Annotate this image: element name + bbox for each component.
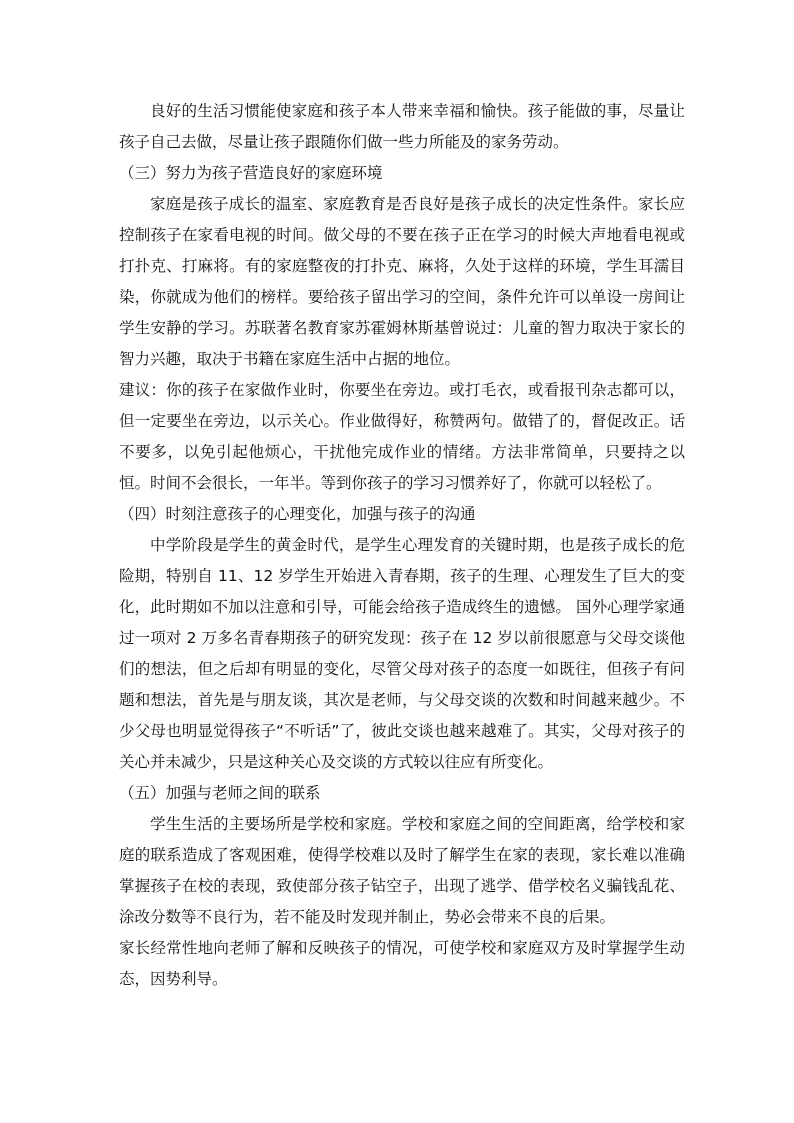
- document-body: [119, 96, 685, 995]
- paragraph-family-environment: 家庭是孩子成长的温室、家庭教育是否良好是孩子成长的决定性条件。家长应控制孩子在家看电视的时间。做父母的不要在孩子正在学习的时候大声地看电视或打扑克、打麻将。有的家庭整夜的打扑克、麻将，久处于这样的环境，学生耳濡目染，你就成为他们的榜样。要给孩子留出学习的空间，条件允许可以单设一房间让学生安静的学习。苏联著名教育家苏霍姆林斯基曾说过：儿童的智力取决于家长的智力兴趣，取决于书籍在家庭生活中占据的地位。: [119, 195, 685, 368]
- paragraph-psychology: 中学阶段是学生的黄金时代，是学生心理发育的关键时期，也是孩子成长的危险期，特别自 11、12 岁学生开始进入青春期，孩子的生理、心理发生了巨大的变化，此时期如不加以注意和引导，可能会给孩子造成终生的遗憾。 国外心理学家通过一项对 2 万多名青春期孩子的研究发现：孩子在 12 岁以前很愿意与父母交谈他们的想法，但之后却有明显的变化，尽管父母对孩子的态度一如既往，但孩子有问题和想法，首先是与朋友谈，其次是老师，与父母交谈的次数和时间越来越少。不少父母也明显觉得孩子“不听话”了，彼此交谈也越来越难了。其实，父母对孩子的关心并未减少，只是这种关心及交谈的方式较以往应有所变化。: [119, 536, 685, 771]
- paragraph-school-family: 学生生活的主要场所是学校和家庭。学校和家庭之间的空间距离，给学校和家庭的联系造成了客观困难，使得学校难以及时了解学生在家的表现，家长难以准确掌握孩子在校的表现，致使部分孩子钻空子，出现了逃学、借学校名义骗钱乱花、涂改分数等不良行为，若不能及时发现并制止，势必会带来不良的后果。: [119, 815, 685, 926]
- section-heading-5: （五）加强与老师之间的联系: [119, 784, 321, 802]
- section-heading-3: （三）努力为孩子营造良好的家庭环境: [119, 164, 383, 182]
- section-heading-4: （四）时刻注意孩子的心理变化，加强与孩子的沟通: [119, 505, 476, 523]
- paragraph-suggestion: 建议：你的孩子在家做作业时，你要坐在旁边。或打毛衣，或看报刊杂志都可以，但一定要坐在旁边，以示关心。作业做得好，称赞两句。做错了的，督促改正。话不要多，以免引起他烦心，干扰他完成作业的情绪。方法非常简单，只要持之以恒。时间不会很长，一年半。等到你孩子的学习习惯养好了，你就可以轻松了。: [119, 381, 685, 492]
- paragraph-living-habits: 良好的生活习惯能使家庭和孩子本人带来幸福和愉快。孩子能做的事，尽量让孩子自己去做，尽量让孩子跟随你们做一些力所能及的家务劳动。: [119, 102, 685, 151]
- paragraph-communication-teacher: 家长经常性地向老师了解和反映孩子的情况，可使学校和家庭双方及时掌握学生动态，因势利导。: [119, 939, 685, 988]
